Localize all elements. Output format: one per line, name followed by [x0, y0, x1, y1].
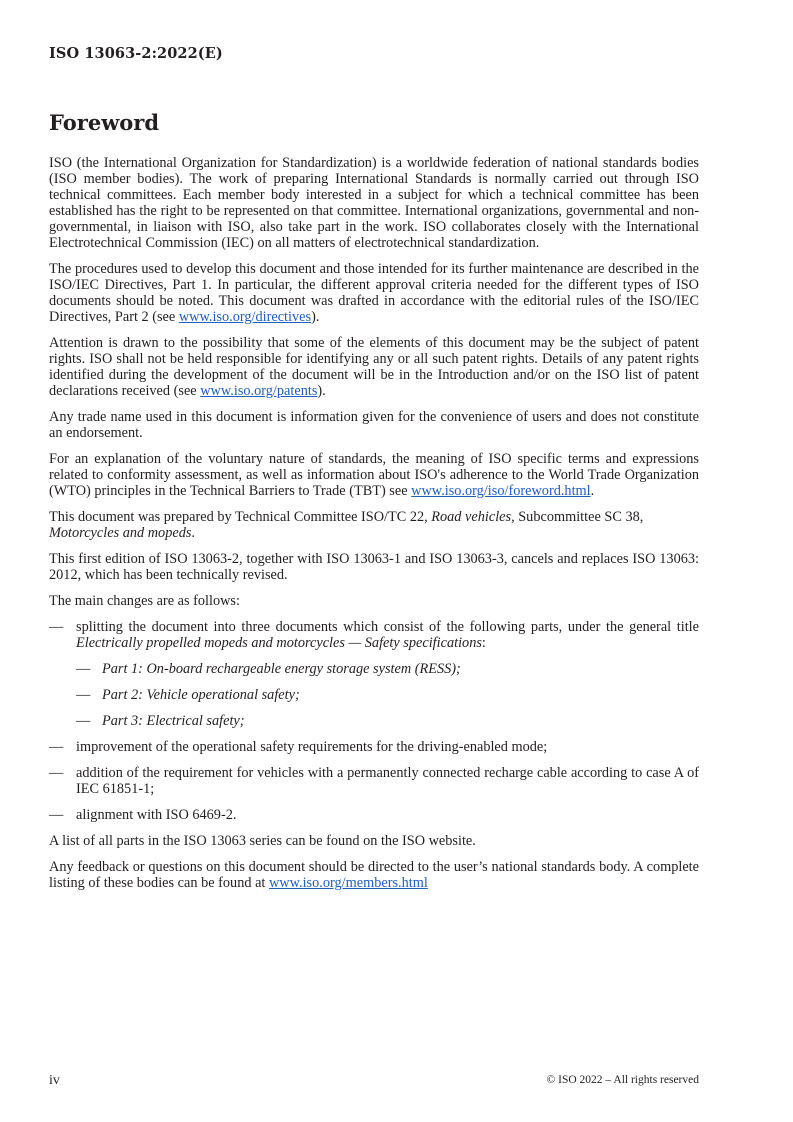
patents-link[interactable]: www.iso.org/patents: [200, 383, 318, 399]
paragraph-text: ).: [317, 383, 326, 399]
dash-bullet: —: [76, 687, 91, 703]
page-number: iv: [49, 1073, 60, 1088]
paragraph-text: This document was prepared by Technical Committee ISO/TC 22,: [49, 509, 432, 525]
dash-bullet: —: [76, 661, 91, 677]
members-link[interactable]: www.iso.org/members.html: [268, 875, 428, 891]
sub-list-item: [49, 713, 699, 729]
paragraph-patents: [49, 335, 699, 399]
directives-link[interactable]: www.iso.org/directives: [178, 309, 312, 325]
document-identifier: ISO 13063-2:2022(E): [49, 45, 223, 62]
sub-list-item-text: Part 3: Electrical safety;: [102, 713, 245, 729]
paragraph-text: .: [590, 483, 595, 499]
sub-list-item-text: Part 1: On-board rechargeable energy storage system (RESS);: [102, 661, 461, 677]
paragraph-procedures: [49, 261, 699, 325]
copyright-notice: © ISO 2022 – All rights reserved: [546, 1074, 699, 1086]
dash-bullet: —: [49, 807, 64, 823]
list-item-text: alignment with ISO 6469-2.: [76, 807, 237, 823]
paragraph-text: For an explanation of the voluntary nature of standards, the meaning of ISO specific terms and expressions related to conformity assessment, as well as information about ISO's adherence to the World Trade Organization (WTO) principles in the Technical Barriers to Trade (TBT) see: [49, 451, 699, 499]
dash-bullet: —: [49, 739, 64, 755]
paragraph-committee: [49, 509, 699, 541]
paragraph-trade-name: Any trade name used in this document is information given for the convenience of users and does not constitute an endorsement.: [49, 409, 699, 441]
committee-name: Road vehicles,: [431, 509, 515, 525]
series-title: Electrically propelled mopeds and motorcycles — Safety specifications: [76, 635, 482, 651]
list-item-text: :: [481, 635, 486, 651]
paragraph-text: Subcommittee SC 38,: [514, 509, 644, 525]
dash-bullet: —: [49, 619, 64, 635]
dash-bullet: —: [76, 713, 91, 729]
paragraph-edition: This first edition of ISO 13063-2, together with ISO 13063-1 and ISO 13063-3, cancels and replaces ISO 13063: 2012, which has been technically revised.: [49, 551, 699, 583]
subcommittee-name: Motorcycles and mopeds: [49, 525, 192, 541]
paragraph-series-list: A list of all parts in the ISO 13063 series can be found on the ISO website.: [49, 833, 476, 849]
list-item: [49, 739, 699, 755]
list-item-text: addition of the requirement for vehicles with a permanently connected recharge cable according to case A of IEC 61851-1;: [76, 765, 699, 797]
page-title: Foreword: [49, 110, 160, 135]
paragraph-text: The procedures used to develop this document and those intended for its further maintenance are described in the ISO/IEC Directives, Part 1. In particular, the different approval criteria needed for the different types of ISO documents should be noted. This document was drafted in accordance with the editorial rules of the ISO/IEC Directives, Part 2 (see: [49, 261, 699, 325]
dash-bullet: —: [49, 765, 64, 781]
foreword-link[interactable]: www.iso.org/iso/foreword.html: [411, 483, 591, 499]
paragraph-iso-intro: ISO (the International Organization for Standardization) is a worldwide federation of national standards bodies (ISO member bodies). The work of preparing International Standards is normally carried out through ISO technical committees. Each member body interested in a subject for which a technical committee has been established has the right to be represented on that committee. International organizations, governmental and non-governmental, in liaison with ISO, also take part in the work. ISO collaborates closely with the International Electrotechnical Commission (IEC) on all matters of electrotechnical standardization.: [49, 155, 699, 251]
paragraph-text: Any feedback or questions on this document should be directed to the user’s national standards body. A complete listing of these bodies can be found at: [49, 859, 699, 891]
paragraph-text: .: [191, 525, 195, 541]
list-item-text: improvement of the operational safety requirements for the driving-enabled mode;: [76, 739, 548, 755]
paragraph-text: Attention is drawn to the possibility that some of the elements of this document may be the subject of patent rights. ISO shall not be held responsible for identifying any or all such patent rights. Details of any patent rights identified during the development of the document will be in the Introduction and/or on the ISO list of patent declarations received (see: [49, 335, 699, 399]
sub-list-item: [49, 661, 699, 677]
paragraph-changes-intro: The main changes are as follows:: [49, 593, 240, 609]
list-item: [49, 765, 699, 797]
paragraph-text: ).: [311, 309, 320, 325]
list-item: [49, 619, 699, 651]
list-item-text: splitting the document into three documents which consist of the following parts, under the general title: [76, 619, 699, 635]
list-item: [49, 807, 699, 823]
paragraph-voluntary-nature: [49, 451, 699, 499]
sub-list-item: [49, 687, 699, 703]
paragraph-feedback: [49, 859, 699, 891]
sub-list-item-text: Part 2: Vehicle operational safety;: [102, 687, 300, 703]
foreword-body: [49, 155, 699, 901]
